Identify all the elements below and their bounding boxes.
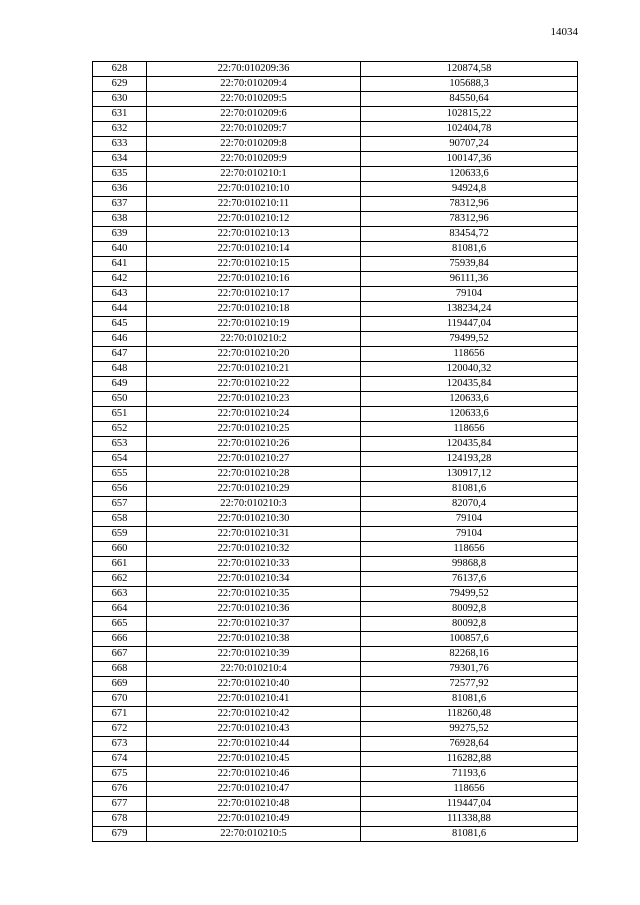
row-number-cell: 633 [93, 137, 147, 152]
row-number-cell: 659 [93, 527, 147, 542]
cadastral-value-cell: 119447,04 [361, 797, 578, 812]
table-row [93, 572, 578, 587]
cadastral-number-cell: 22:70:010210:44 [147, 737, 361, 752]
table-row [93, 317, 578, 332]
row-number-cell: 638 [93, 212, 147, 227]
cadastral-value-cell: 120435,84 [361, 437, 578, 452]
row-number-cell: 643 [93, 287, 147, 302]
row-number-cell: 629 [93, 77, 147, 92]
row-number-cell: 634 [93, 152, 147, 167]
row-number-cell: 671 [93, 707, 147, 722]
cadastral-number-cell: 22:70:010210:11 [147, 197, 361, 212]
row-number-cell: 675 [93, 767, 147, 782]
cadastral-number-cell: 22:70:010210:19 [147, 317, 361, 332]
cadastral-number-cell: 22:70:010209:4 [147, 77, 361, 92]
row-number-cell: 656 [93, 482, 147, 497]
table-row [93, 167, 578, 182]
table-row [93, 152, 578, 167]
cadastral-number-cell: 22:70:010210:30 [147, 512, 361, 527]
table-row [93, 647, 578, 662]
table-row [93, 212, 578, 227]
cadastral-number-cell: 22:70:010209:7 [147, 122, 361, 137]
table-row [93, 122, 578, 137]
row-number-cell: 650 [93, 392, 147, 407]
cadastral-number-cell: 22:70:010210:26 [147, 437, 361, 452]
table-row [93, 332, 578, 347]
cadastral-number-cell: 22:70:010210:29 [147, 482, 361, 497]
row-number-cell: 636 [93, 182, 147, 197]
row-number-cell: 661 [93, 557, 147, 572]
table-row [93, 62, 578, 77]
cadastral-value-cell: 120633,6 [361, 392, 578, 407]
row-number-cell: 669 [93, 677, 147, 692]
cadastral-number-cell: 22:70:010210:48 [147, 797, 361, 812]
cadastral-number-cell: 22:70:010210:42 [147, 707, 361, 722]
row-number-cell: 668 [93, 662, 147, 677]
table-row [93, 377, 578, 392]
cadastral-value-cell: 81081,6 [361, 482, 578, 497]
cadastral-value-cell: 119447,04 [361, 317, 578, 332]
row-number-cell: 645 [93, 317, 147, 332]
cadastral-value-cell: 118656 [361, 347, 578, 362]
table-row [93, 482, 578, 497]
table-row [93, 782, 578, 797]
cadastral-number-cell: 22:70:010210:33 [147, 557, 361, 572]
row-number-cell: 679 [93, 827, 147, 842]
row-number-cell: 664 [93, 602, 147, 617]
cadastral-number-cell: 22:70:010210:40 [147, 677, 361, 692]
cadastral-value-cell: 105688,3 [361, 77, 578, 92]
row-number-cell: 632 [93, 122, 147, 137]
table-row [93, 512, 578, 527]
cadastral-value-cell: 102815,22 [361, 107, 578, 122]
page-number: 14034 [550, 26, 578, 38]
table-row [93, 437, 578, 452]
cadastral-number-cell: 22:70:010210:43 [147, 722, 361, 737]
cadastral-value-cell: 80092,8 [361, 617, 578, 632]
cadastral-value-cell: 116282,88 [361, 752, 578, 767]
row-number-cell: 678 [93, 812, 147, 827]
table-row [93, 767, 578, 782]
cadastral-value-cell: 76928,64 [361, 737, 578, 752]
table-row [93, 77, 578, 92]
table-row [93, 542, 578, 557]
table-row [93, 812, 578, 827]
table-row [93, 737, 578, 752]
cadastral-value-cell: 71193,6 [361, 767, 578, 782]
table-row [93, 137, 578, 152]
cadastral-number-cell: 22:70:010210:20 [147, 347, 361, 362]
cadastral-value-cell: 79104 [361, 512, 578, 527]
cadastral-number-cell: 22:70:010210:31 [147, 527, 361, 542]
table-row [93, 107, 578, 122]
cadastral-number-cell: 22:70:010210:25 [147, 422, 361, 437]
table-row [93, 182, 578, 197]
cadastral-number-cell: 22:70:010209:5 [147, 92, 361, 107]
row-number-cell: 660 [93, 542, 147, 557]
table-row [93, 407, 578, 422]
cadastral-number-cell: 22:70:010210:4 [147, 662, 361, 677]
cadastral-value-cell: 78312,96 [361, 212, 578, 227]
table-row [93, 227, 578, 242]
table-row [93, 467, 578, 482]
row-number-cell: 631 [93, 107, 147, 122]
row-number-cell: 647 [93, 347, 147, 362]
row-number-cell: 639 [93, 227, 147, 242]
row-number-cell: 667 [93, 647, 147, 662]
table-row [93, 662, 578, 677]
table-row [93, 677, 578, 692]
cadastral-value-cell: 130917,12 [361, 467, 578, 482]
cadastral-value-cell: 75939,84 [361, 257, 578, 272]
cadastral-number-cell: 22:70:010209:6 [147, 107, 361, 122]
cadastral-value-cell: 82070,4 [361, 497, 578, 512]
table-row [93, 287, 578, 302]
cadastral-number-cell: 22:70:010210:5 [147, 827, 361, 842]
row-number-cell: 651 [93, 407, 147, 422]
cadastral-number-cell: 22:70:010209:36 [147, 62, 361, 77]
table-row [93, 617, 578, 632]
row-number-cell: 628 [93, 62, 147, 77]
row-number-cell: 676 [93, 782, 147, 797]
cadastral-number-cell: 22:70:010210:39 [147, 647, 361, 662]
cadastral-value-cell: 90707,24 [361, 137, 578, 152]
cadastral-value-cell: 72577,92 [361, 677, 578, 692]
table-row [93, 707, 578, 722]
cadastral-number-cell: 22:70:010210:27 [147, 452, 361, 467]
table-row [93, 92, 578, 107]
cadastral-number-cell: 22:70:010209:9 [147, 152, 361, 167]
row-number-cell: 665 [93, 617, 147, 632]
cadastral-value-cell: 120435,84 [361, 377, 578, 392]
table-row [93, 362, 578, 377]
table-row [93, 497, 578, 512]
row-number-cell: 670 [93, 692, 147, 707]
cadastral-value-cell: 79301,76 [361, 662, 578, 677]
cadastral-number-cell: 22:70:010210:2 [147, 332, 361, 347]
row-number-cell: 662 [93, 572, 147, 587]
cadastral-number-cell: 22:70:010210:14 [147, 242, 361, 257]
table-row [93, 827, 578, 842]
row-number-cell: 672 [93, 722, 147, 737]
cadastral-number-cell: 22:70:010210:36 [147, 602, 361, 617]
table-row [93, 602, 578, 617]
cadastral-number-cell: 22:70:010210:23 [147, 392, 361, 407]
cadastral-number-cell: 22:70:010210:37 [147, 617, 361, 632]
table-row [93, 272, 578, 287]
cadastral-value-table [92, 61, 578, 842]
cadastral-value-cell: 120040,32 [361, 362, 578, 377]
cadastral-value-cell: 118260,48 [361, 707, 578, 722]
row-number-cell: 642 [93, 272, 147, 287]
cadastral-number-cell: 22:70:010210:18 [147, 302, 361, 317]
cadastral-value-cell: 79104 [361, 527, 578, 542]
table-row [93, 302, 578, 317]
cadastral-value-cell: 100147,36 [361, 152, 578, 167]
cadastral-value-cell: 78312,96 [361, 197, 578, 212]
table-row [93, 422, 578, 437]
cadastral-value-cell: 120874,58 [361, 62, 578, 77]
row-number-cell: 646 [93, 332, 147, 347]
cadastral-value-cell: 96111,36 [361, 272, 578, 287]
cadastral-value-cell: 79499,52 [361, 332, 578, 347]
row-number-cell: 635 [93, 167, 147, 182]
cadastral-number-cell: 22:70:010210:21 [147, 362, 361, 377]
row-number-cell: 677 [93, 797, 147, 812]
cadastral-number-cell: 22:70:010210:13 [147, 227, 361, 242]
cadastral-number-cell: 22:70:010210:1 [147, 167, 361, 182]
cadastral-number-cell: 22:70:010210:38 [147, 632, 361, 647]
cadastral-value-cell: 120633,6 [361, 407, 578, 422]
cadastral-number-cell: 22:70:010210:12 [147, 212, 361, 227]
table-row [93, 392, 578, 407]
table-row [93, 722, 578, 737]
row-number-cell: 644 [93, 302, 147, 317]
cadastral-value-cell: 124193,28 [361, 452, 578, 467]
row-number-cell: 649 [93, 377, 147, 392]
row-number-cell: 640 [93, 242, 147, 257]
cadastral-value-cell: 138234,24 [361, 302, 578, 317]
cadastral-number-cell: 22:70:010210:45 [147, 752, 361, 767]
row-number-cell: 655 [93, 467, 147, 482]
cadastral-number-cell: 22:70:010210:34 [147, 572, 361, 587]
table-row [93, 752, 578, 767]
cadastral-number-cell: 22:70:010210:3 [147, 497, 361, 512]
cadastral-value-cell: 76137,6 [361, 572, 578, 587]
row-number-cell: 648 [93, 362, 147, 377]
cadastral-value-cell: 79104 [361, 287, 578, 302]
cadastral-value-cell: 79499,52 [361, 587, 578, 602]
row-number-cell: 657 [93, 497, 147, 512]
cadastral-number-cell: 22:70:010210:16 [147, 272, 361, 287]
cadastral-value-cell: 118656 [361, 542, 578, 557]
row-number-cell: 653 [93, 437, 147, 452]
table-row [93, 197, 578, 212]
cadastral-value-cell: 102404,78 [361, 122, 578, 137]
table-body [93, 62, 578, 842]
table-row [93, 347, 578, 362]
cadastral-value-cell: 81081,6 [361, 827, 578, 842]
table-row [93, 242, 578, 257]
cadastral-value-cell: 100857,6 [361, 632, 578, 647]
cadastral-value-cell: 120633,6 [361, 167, 578, 182]
cadastral-number-cell: 22:70:010210:24 [147, 407, 361, 422]
table-row [93, 587, 578, 602]
cadastral-number-cell: 22:70:010210:32 [147, 542, 361, 557]
cadastral-value-cell: 81081,6 [361, 242, 578, 257]
cadastral-value-cell: 118656 [361, 422, 578, 437]
table-row [93, 452, 578, 467]
cadastral-value-cell: 82268,16 [361, 647, 578, 662]
cadastral-number-cell: 22:70:010210:35 [147, 587, 361, 602]
table-row [93, 557, 578, 572]
cadastral-number-cell: 22:70:010210:15 [147, 257, 361, 272]
table-row [93, 257, 578, 272]
cadastral-number-cell: 22:70:010210:22 [147, 377, 361, 392]
cadastral-number-cell: 22:70:010210:41 [147, 692, 361, 707]
row-number-cell: 630 [93, 92, 147, 107]
cadastral-value-cell: 80092,8 [361, 602, 578, 617]
row-number-cell: 663 [93, 587, 147, 602]
row-number-cell: 652 [93, 422, 147, 437]
cadastral-number-cell: 22:70:010210:10 [147, 182, 361, 197]
cadastral-value-cell: 99275,52 [361, 722, 578, 737]
cadastral-number-cell: 22:70:010210:49 [147, 812, 361, 827]
cadastral-value-cell: 118656 [361, 782, 578, 797]
cadastral-number-cell: 22:70:010210:28 [147, 467, 361, 482]
row-number-cell: 666 [93, 632, 147, 647]
row-number-cell: 641 [93, 257, 147, 272]
table-row [93, 527, 578, 542]
cadastral-number-cell: 22:70:010210:46 [147, 767, 361, 782]
row-number-cell: 654 [93, 452, 147, 467]
row-number-cell: 637 [93, 197, 147, 212]
cadastral-number-cell: 22:70:010209:8 [147, 137, 361, 152]
cadastral-value-cell: 94924,8 [361, 182, 578, 197]
table-row [93, 692, 578, 707]
row-number-cell: 658 [93, 512, 147, 527]
cadastral-value-cell: 111338,88 [361, 812, 578, 827]
row-number-cell: 673 [93, 737, 147, 752]
table-row [93, 632, 578, 647]
cadastral-value-cell: 84550,64 [361, 92, 578, 107]
cadastral-number-cell: 22:70:010210:17 [147, 287, 361, 302]
cadastral-value-cell: 99868,8 [361, 557, 578, 572]
cadastral-value-cell: 83454,72 [361, 227, 578, 242]
row-number-cell: 674 [93, 752, 147, 767]
cadastral-number-cell: 22:70:010210:47 [147, 782, 361, 797]
table-row [93, 797, 578, 812]
cadastral-value-cell: 81081,6 [361, 692, 578, 707]
